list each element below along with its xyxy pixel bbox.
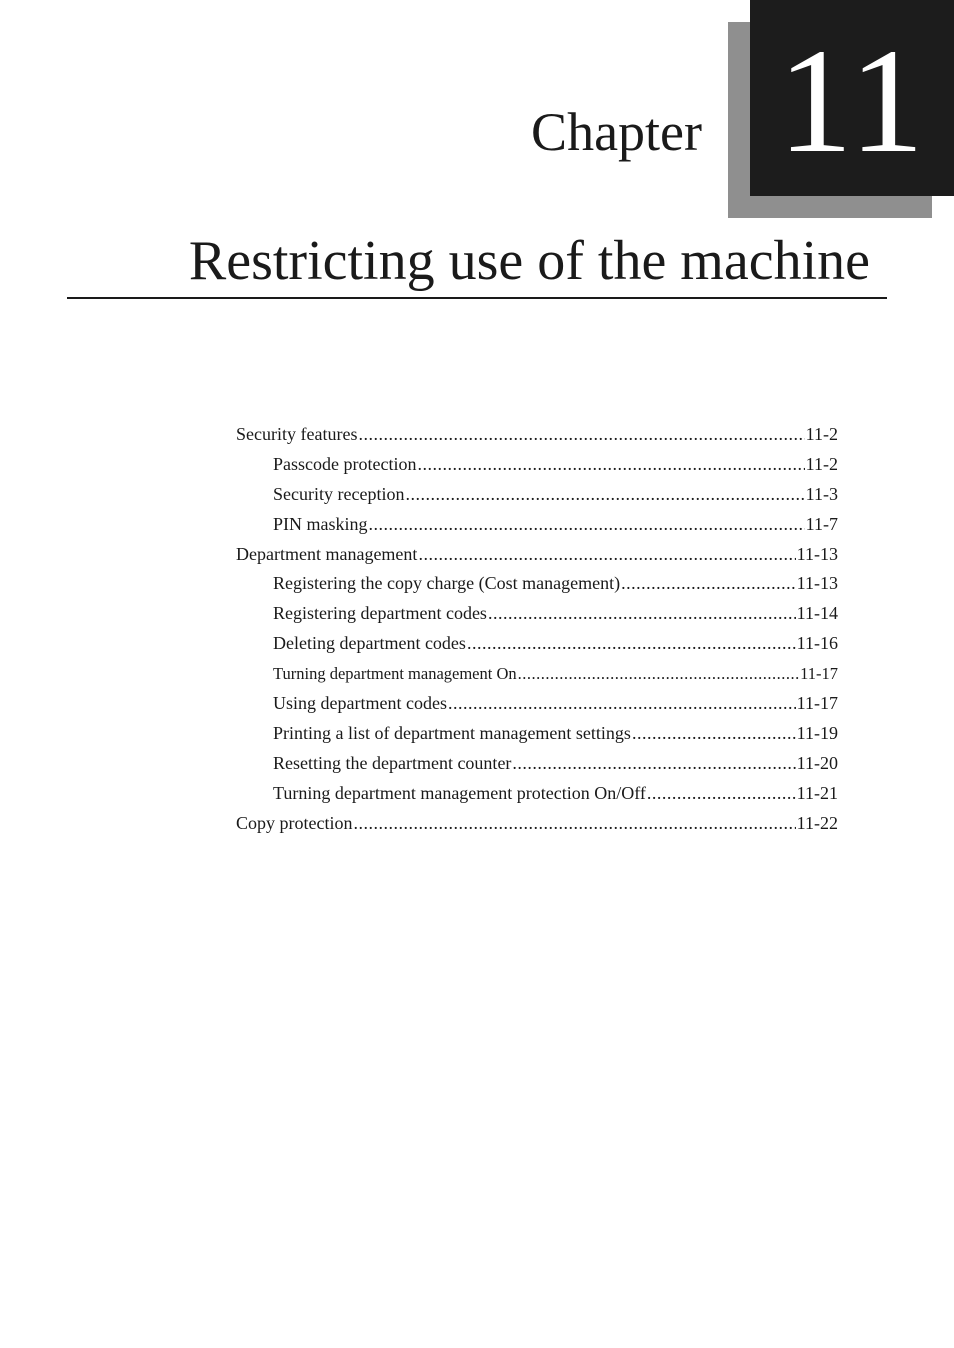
toc-entry-copy-protection[interactable] <box>236 809 838 839</box>
toc-entry-protection-on-off[interactable] <box>236 779 838 809</box>
toc-leader-dots <box>353 809 795 839</box>
chapter-word: Chapter <box>531 102 702 162</box>
toc-leader-dots <box>518 659 799 689</box>
toc-entry-page: 11-2 <box>805 424 838 444</box>
toc-leader-dots <box>448 689 796 719</box>
toc-entry-label: Registering the copy charge (Cost management) <box>273 573 621 594</box>
toc-entry-label: Security features <box>236 424 358 444</box>
toc-leader-dots <box>417 450 804 480</box>
toc-entry-page: 11-7 <box>805 513 838 534</box>
toc-entry-copy-charge[interactable] <box>236 569 838 599</box>
toc-entry-security-features[interactable] <box>236 420 838 450</box>
toc-leader-dots <box>647 779 796 809</box>
toc-entry-label: Department management <box>236 543 418 564</box>
toc-leader-dots <box>488 599 796 629</box>
toc-entry-page: 11-16 <box>796 633 838 654</box>
toc-entry-registering-department-codes[interactable] <box>236 599 838 629</box>
toc-leader-dots <box>621 569 796 599</box>
toc-entry-label: Registering department codes <box>273 603 487 624</box>
toc-entry-label: Turning department management protection On/Off <box>273 782 646 803</box>
toc-entry-label: Copy protection <box>236 812 353 833</box>
toc-entry-page: 11-20 <box>796 752 838 773</box>
toc-entry-label: PIN masking <box>273 513 368 534</box>
toc-entry-page: 11-14 <box>796 603 838 624</box>
toc-leader-dots <box>369 510 805 540</box>
toc-entry-label: Using department codes <box>273 693 447 714</box>
toc-entry-deleting-department-codes[interactable] <box>236 629 838 659</box>
toc-entry-label: Security reception <box>273 483 405 504</box>
toc-entry-security-reception[interactable] <box>236 480 838 510</box>
toc-entry-label: Deleting department codes <box>273 633 466 654</box>
toc-entry-page: 11-17 <box>800 664 838 684</box>
toc-entry-label: Turning department management On <box>273 664 517 684</box>
toc-entry-page: 11-19 <box>796 722 838 743</box>
toc-leader-dots <box>405 480 804 510</box>
toc-leader-dots <box>358 420 804 450</box>
toc-entry-page: 11-3 <box>805 483 838 504</box>
toc-entry-turning-department-management-on[interactable] <box>236 659 838 689</box>
toc-entry-label: Resetting the department counter <box>273 752 512 773</box>
toc-leader-dots <box>632 719 796 749</box>
toc-entry-page: 11-21 <box>796 782 838 803</box>
chapter-title: Restricting use of the machine <box>188 230 870 292</box>
toc-entry-label: Passcode protection <box>273 453 417 474</box>
toc-entry-pin-masking[interactable] <box>236 510 838 540</box>
table-of-contents <box>236 420 838 838</box>
toc-entry-department-management[interactable] <box>236 540 838 570</box>
toc-entry-passcode-protection[interactable] <box>236 450 838 480</box>
toc-leader-dots <box>512 749 795 779</box>
toc-entry-page: 11-22 <box>796 812 838 833</box>
toc-entry-page: 11-17 <box>796 693 838 714</box>
title-divider <box>67 297 887 299</box>
toc-entry-page: 11-13 <box>796 573 838 594</box>
toc-entry-page: 11-2 <box>805 453 838 474</box>
toc-entry-label: Printing a list of department management settings <box>273 722 631 743</box>
toc-entry-using-department-codes[interactable] <box>236 689 838 719</box>
toc-leader-dots <box>418 540 795 570</box>
toc-entry-resetting-counter[interactable] <box>236 749 838 779</box>
chapter-number: 11 <box>777 18 927 184</box>
toc-leader-dots <box>467 629 796 659</box>
toc-entry-printing-list[interactable] <box>236 719 838 749</box>
toc-entry-page: 11-13 <box>796 543 838 564</box>
